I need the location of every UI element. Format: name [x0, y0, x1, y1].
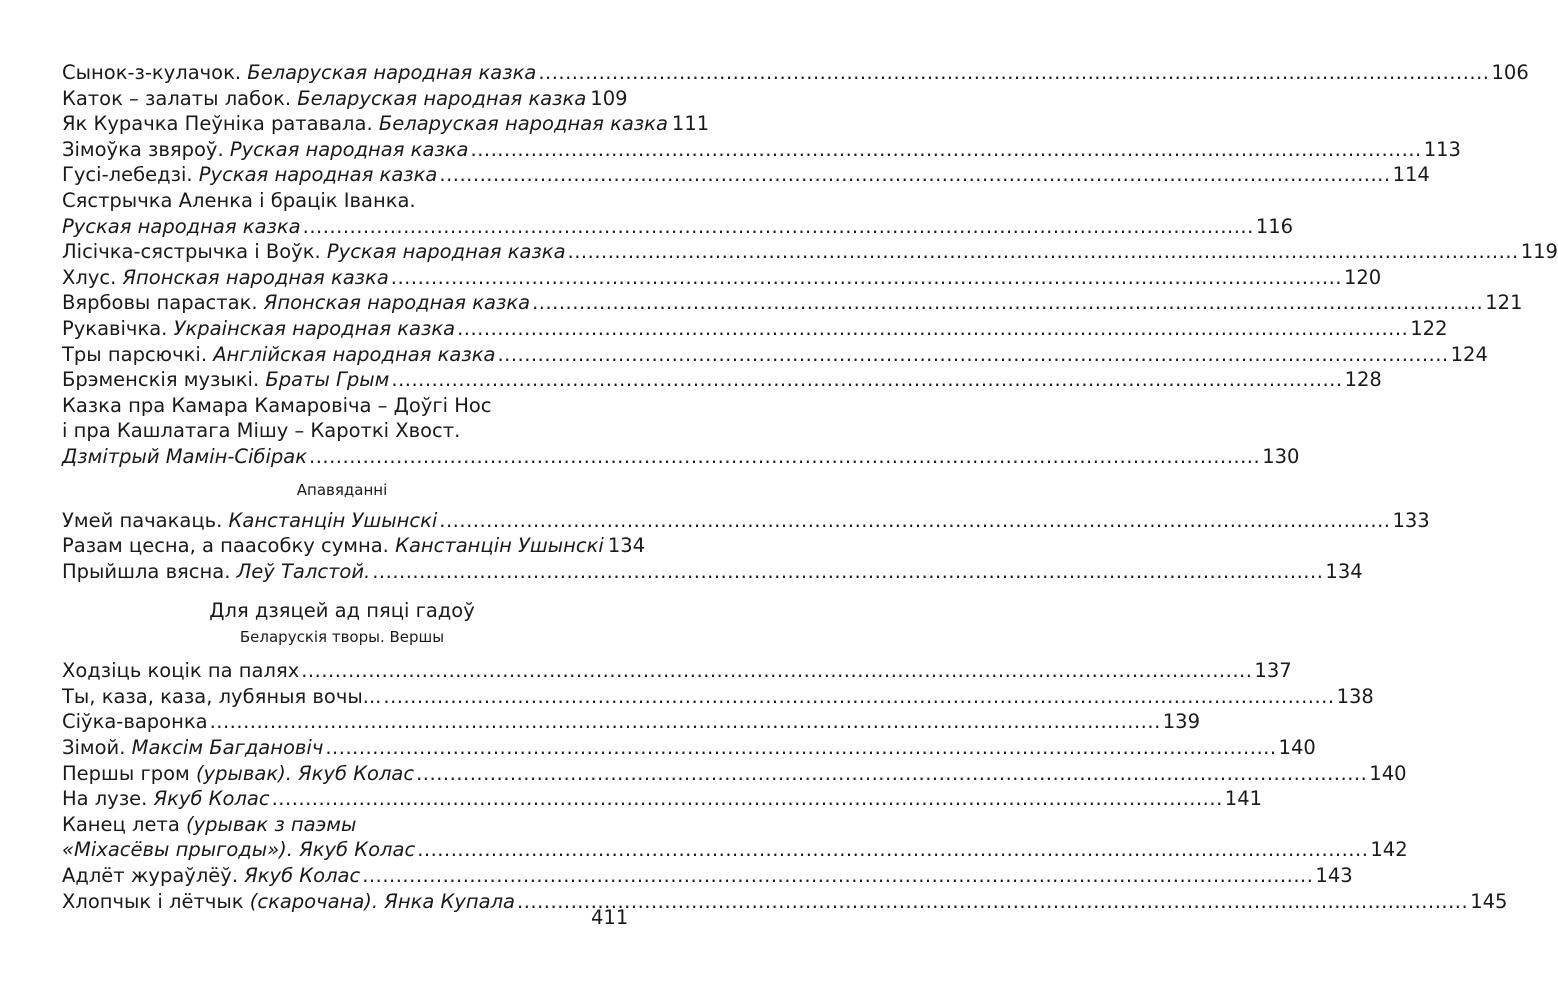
toc-entry-line: і пра Кашлатага Мішу – Кароткі Хвост. — [62, 419, 461, 443]
toc-entry[interactable]: На лузе. Якуб Колас ..... 141 — [62, 786, 622, 812]
toc-entry-line: Казка пра Камара Камаровіча – Доўгі Нос — [62, 393, 492, 417]
toc-entry[interactable]: Вярбовы парастак. Японская народная казка ..... 121 — [62, 290, 622, 316]
toc-entry[interactable]: Сынок-з-кулачок. Беларуская народная казка ..... 106 — [62, 60, 622, 86]
toc-entry[interactable]: Першы гром (урывак). Якуб Колас ..... 140 — [62, 761, 622, 787]
toc-entry[interactable]: «Міхасёвы прыгоды»). Якуб Колас ..... 142 — [62, 837, 622, 863]
page-number: 411 — [591, 906, 629, 929]
toc-entry[interactable]: Тры парсючкі. Англійская народная казка ..... 124 — [62, 342, 622, 368]
toc-entry[interactable]: Руская народная казка ..... 116 — [62, 214, 622, 240]
toc-entry[interactable]: Прыйшла вясна. Леў Талстой. ..... 134 — [62, 559, 622, 585]
toc-entry[interactable]: Хлус. Японская народная казка ..... 120 — [62, 265, 622, 291]
toc-entry[interactable]: Рукавічка. Украінская народная казка ..... 122 — [62, 316, 622, 342]
section-heading-age: Для дзяцей ад пяці гадоў — [209, 599, 475, 623]
toc-entry[interactable]: Дзмітрый Мамін-Сібірак ..... 130 — [62, 444, 622, 470]
toc-entry[interactable]: Каток – залаты лабок. Беларуская народная казка 109 — [62, 86, 628, 110]
toc-entry[interactable]: Зімоўка звяроў. Руская народная казка ..... 113 — [62, 137, 622, 163]
toc-entry[interactable]: Сіўка-варонка ..... 139 — [62, 709, 622, 735]
toc-entry[interactable]: Зімой. Максім Багдановіч ..... 140 — [62, 735, 622, 761]
toc-entry[interactable]: Ходзіць коцік па палях ..... 137 — [62, 658, 622, 684]
toc-entry-line: Сястрычка Аленка і брацік Іванка. — [62, 188, 416, 212]
toc-entry[interactable]: Умей пачакаць. Канстанцін Ушынскі ..... 133 — [62, 508, 622, 534]
toc-entry[interactable]: Лісічка-сястрычка і Воўк. Руская народная казка ..... 119 — [62, 239, 622, 265]
section-heading-apavyadanni: Апавяданні — [296, 480, 388, 499]
toc-entry[interactable]: Хлопчык і лётчык (скарочана). Янка Купала ..... 145 — [62, 889, 622, 915]
toc-entry[interactable]: Ты, каза, каза, лубяныя вочы... ..... 138 — [62, 684, 622, 710]
toc-entry[interactable]: Гусі-лебедзі. Руская народная казка ..... 114 — [62, 162, 622, 188]
section-subheading: Беларускія творы. Вершы — [239, 628, 445, 647]
toc-entry[interactable]: Брэменскія музыкі. Браты Грым ..... 128 — [62, 367, 622, 393]
toc-entry-line: Канец лета (урывак з паэмы — [62, 812, 357, 836]
table-of-contents — [62, 60, 1558, 914]
toc-entry[interactable]: Як Курачка Пеўніка ратавала. Беларуская народная казка 111 — [62, 112, 710, 136]
toc-entry[interactable]: Разам цесна, а паасобку сумна. Канстанцін Ушынскі 134 — [62, 534, 646, 558]
toc-entry[interactable]: Адлёт жураўлёў. Якуб Колас ..... 143 — [62, 863, 622, 889]
